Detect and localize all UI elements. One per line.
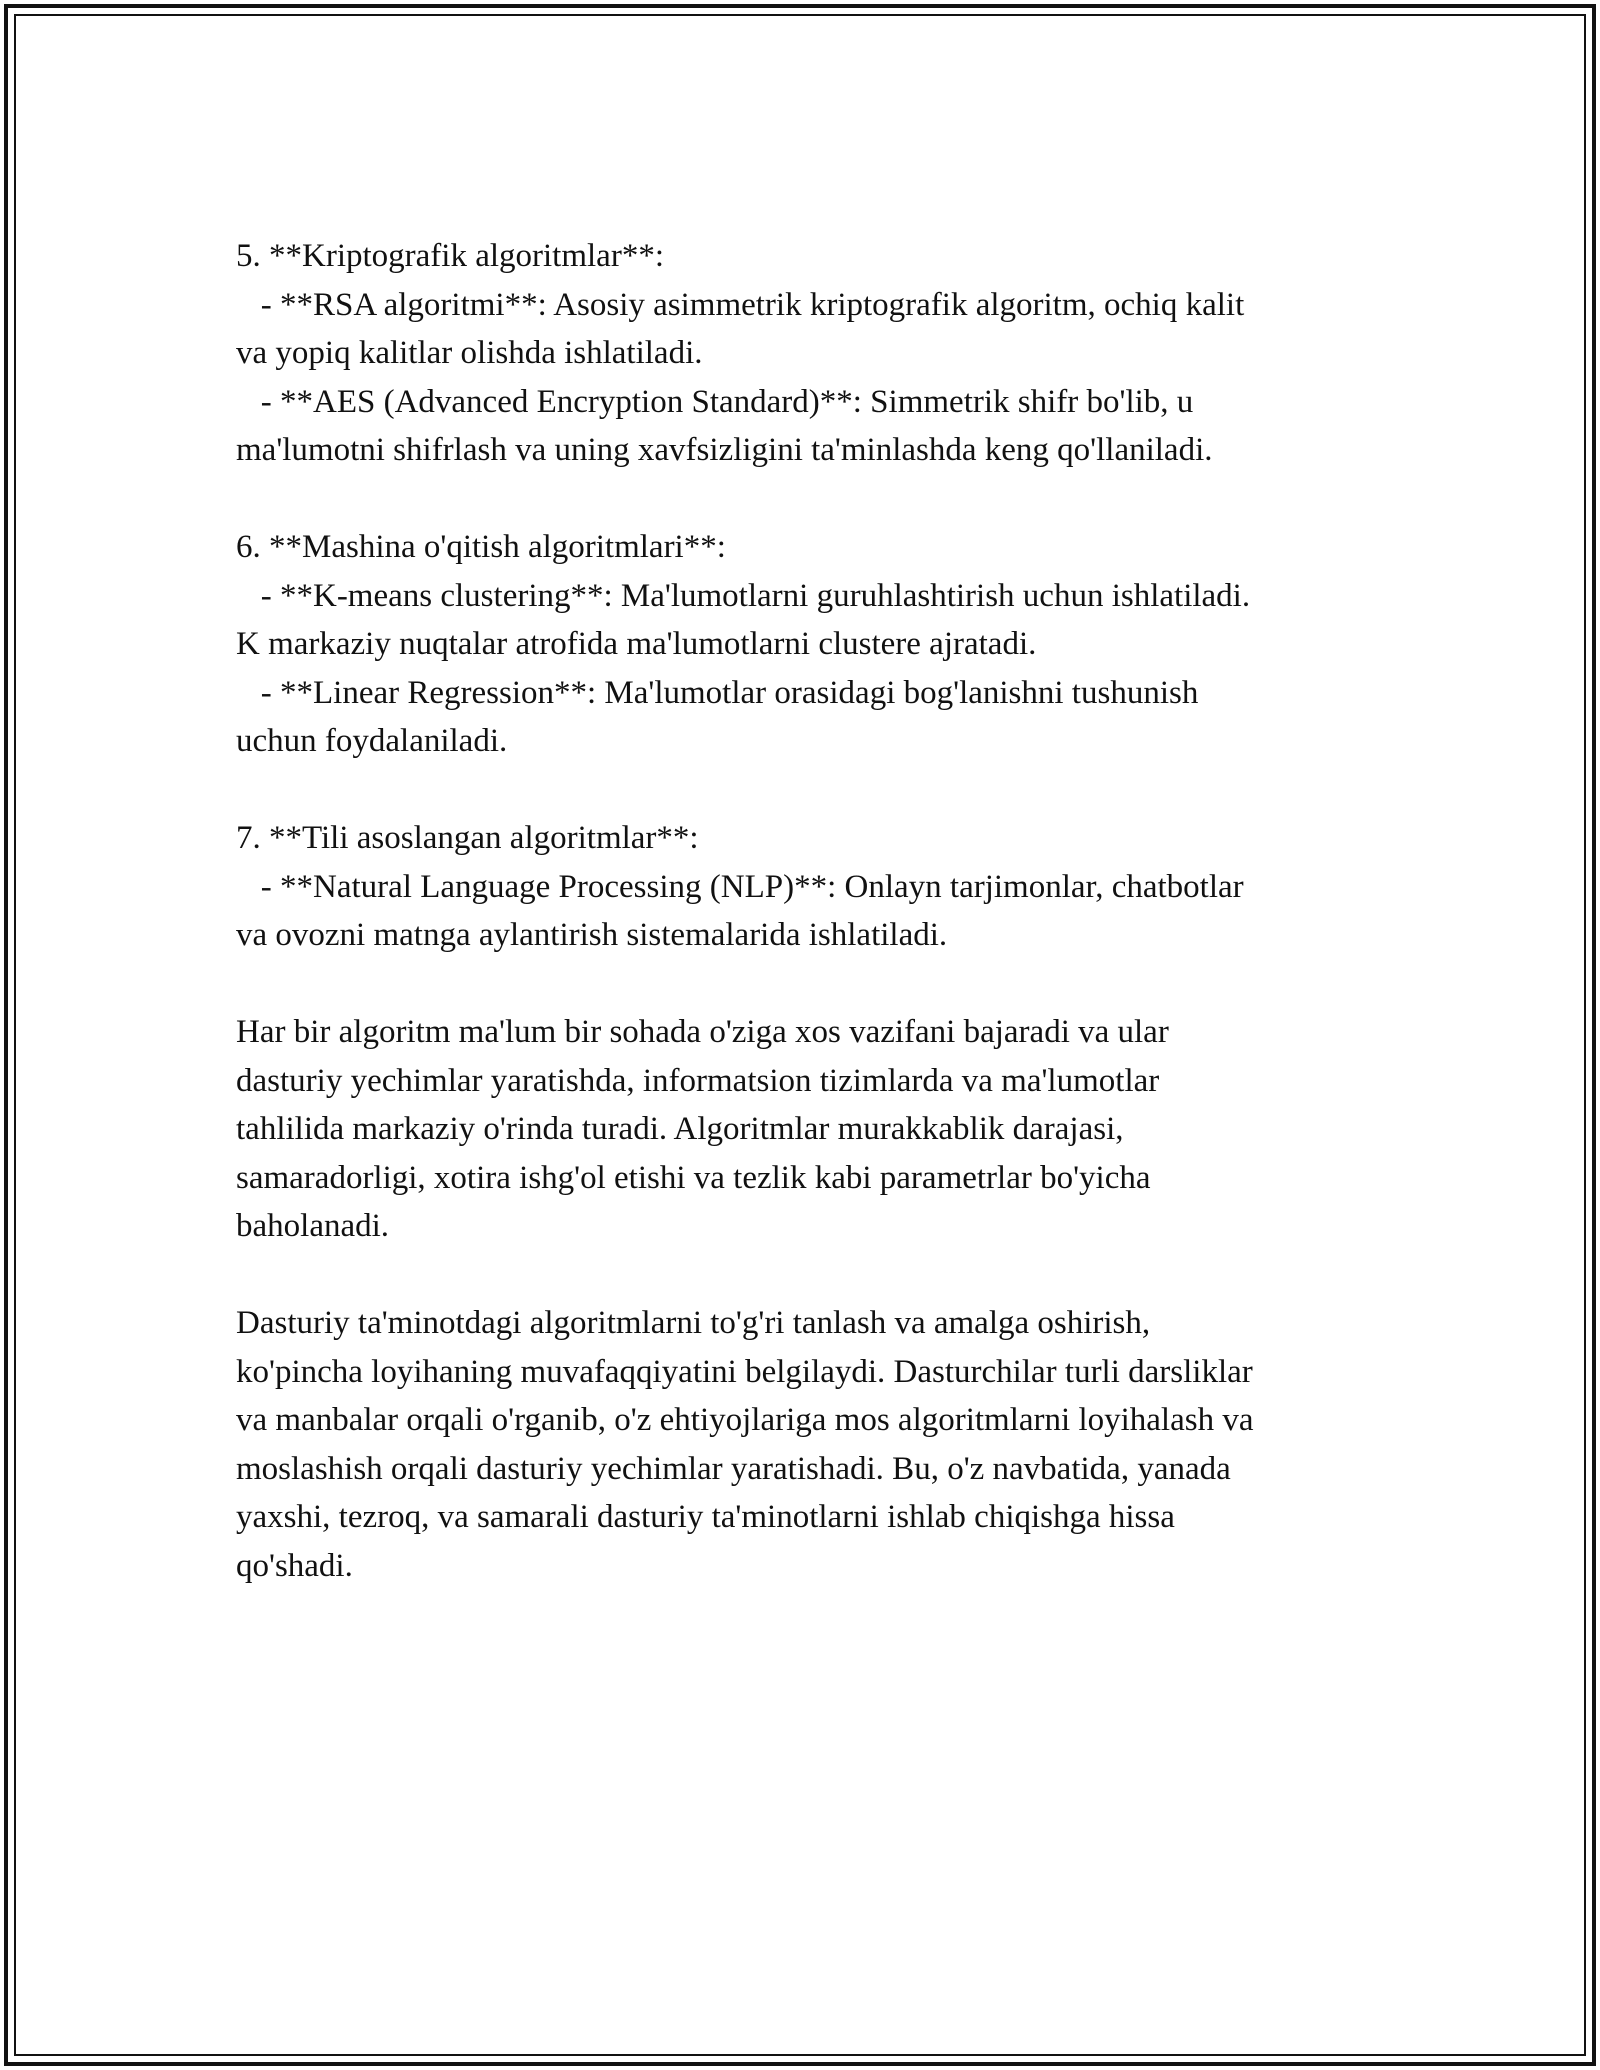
section-heading: 7. **Tili asoslangan algoritmlar**: bbox=[236, 820, 699, 856]
list-item-line: - **RSA algoritmi**: Asosiy asimmetrik kriptografik algoritm, ochiq kalit bbox=[236, 286, 1245, 323]
paragraph-line: baholanadi. bbox=[236, 1208, 390, 1244]
list-item-line: - **Linear Regression**: Ma'lumotlar orasidagi bog'lanishni tushunish bbox=[236, 674, 1199, 711]
paragraph-line: samaradorligi, xotira ishg'ol etishi va tezlik kabi parametrlar bo'yicha bbox=[236, 1159, 1151, 1196]
list-item-line: K markaziy nuqtalar atrofida ma'lumotlarni clustere ajratadi. bbox=[236, 626, 1037, 662]
section-language-algorithms bbox=[236, 814, 1386, 960]
paragraph-line: moslashish orqali dasturiy yechimlar yaratishadi. Bu, o'z navbatida, yanada bbox=[236, 1450, 1231, 1487]
list-item-line: uchun foydalaniladi. bbox=[236, 723, 508, 759]
section-heading: 5. **Kriptografik algoritmlar**: bbox=[236, 238, 664, 274]
paragraph-conclusion bbox=[236, 1299, 1386, 1590]
paragraph-line: tahlilida markaziy o'rinda turadi. Algoritmlar murakkablik darajasi, bbox=[236, 1111, 1124, 1147]
list-item-line: - **K-means clustering**: Ma'lumotlarni guruhlashtirish uchun ishlatiladi. bbox=[236, 577, 1251, 614]
list-item-line: ma'lumotni shifrlash va uning xavfsizligini ta'minlashda keng qo'llaniladi. bbox=[236, 432, 1213, 468]
list-item-line: va ovozni matnga aylantirish sistemalarida ishlatiladi. bbox=[236, 917, 948, 953]
paragraph-line: Har bir algoritm ma'lum bir sohada o'ziga xos vazifani bajaradi va ular bbox=[236, 1014, 1169, 1050]
paragraph-line: yaxshi, tezroq, va samarali dasturiy ta'minotlarni ishlab chiqishga hissa bbox=[236, 1499, 1175, 1535]
list-item-line: - **AES (Advanced Encryption Standard)**: Simmetrik shifr bo'lib, u bbox=[236, 383, 1194, 420]
section-machine-learning-algorithms bbox=[236, 523, 1386, 766]
paragraph-line: Dasturiy ta'minotdagi algoritmlarni to'g'ri tanlash va amalga oshirish, bbox=[236, 1305, 1151, 1341]
list-item-line: va yopiq kalitlar olishda ishlatiladi. bbox=[236, 335, 703, 371]
document-body bbox=[236, 232, 1386, 1639]
list-item-line: - **Natural Language Processing (NLP)**: Onlayn tarjimonlar, chatbotlar bbox=[236, 868, 1244, 905]
paragraph-line: va manbalar orqali o'rganib, o'z ehtiyojlariga mos algoritmlarni loyihalash va bbox=[236, 1402, 1254, 1438]
section-heading: 6. **Mashina o'qitish algoritmlari**: bbox=[236, 529, 726, 565]
section-cryptographic-algorithms bbox=[236, 232, 1386, 475]
paragraph-line: ko'pincha loyihaning muvafaqqiyatini belgilaydi. Dasturchilar turli darsliklar bbox=[236, 1353, 1253, 1390]
paragraph-summary bbox=[236, 1008, 1386, 1251]
paragraph-line: qo'shadi. bbox=[236, 1547, 353, 1584]
paragraph-line: dasturiy yechimlar yaratishda, informatsion tizimlarda va ma'lumotlar bbox=[236, 1062, 1160, 1099]
